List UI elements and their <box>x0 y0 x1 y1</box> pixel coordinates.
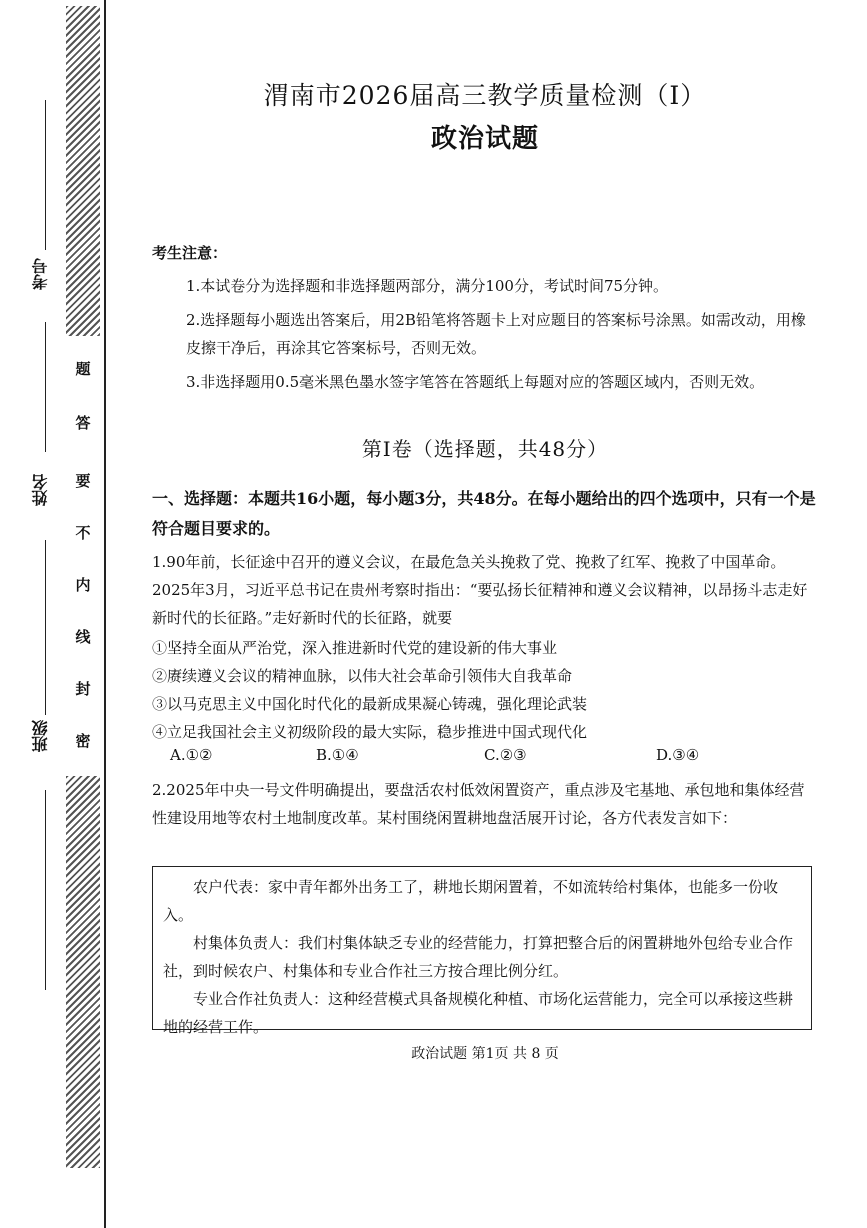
exam-subtitle: 政治试题 <box>430 124 539 154</box>
q2-farmer-statement: 农户代表：家中青年都外出务工了，耕地长期闲置着，不如流转给村集体，也能多一份收入。 <box>163 878 779 924</box>
q1-statement: ④立足我国社会主义初级阶段的最大实际，稳步推进中国式现代化 <box>152 723 588 741</box>
name-label: 姓名 <box>31 474 50 506</box>
q1-option-c: C.②③ <box>484 746 527 764</box>
seal-char: 答 <box>75 414 91 432</box>
seal-char: 不 <box>75 524 91 542</box>
seal-char: 题 <box>75 360 91 378</box>
section-heading: 第Ⅰ卷（选择题，共48分） <box>361 437 609 461</box>
name-line <box>45 540 46 715</box>
seal-char: 封 <box>75 680 91 698</box>
q1-statement: ②赓续遵义会议的精神血脉，以伟大社会革命引领伟大自我革命 <box>152 667 573 685</box>
notice-heading: 考生注意： <box>152 244 228 262</box>
notice-item: 1.本试卷分为选择题和非选择题两部分，满分100分，考试时间75分钟。 <box>186 277 669 295</box>
exam-number-line-lower <box>45 322 46 452</box>
q2-collective-statement: 村集体负责人：我们村集体缺乏专业的经营能力，打算把整合后的闲置耕地外包给专业合作社，到时候农户、村集体和专业合作社三方按合理比例分红。 <box>163 934 794 980</box>
q1-option-a: A.①② <box>170 746 213 764</box>
q1-option-d: D.③④ <box>656 746 700 764</box>
seal-char: 要 <box>75 472 91 490</box>
seal-char: 密 <box>75 732 91 750</box>
exam-number-line <box>45 100 46 250</box>
q2-cooperative-statement: 专业合作社负责人：这种经营模式具备规模化种植、市场化运营能力，完全可以承接这些耕地的经营工作。 <box>163 990 794 1036</box>
q2-stem: 2.2025年中央一号文件明确提出，要盘活农村低效闲置资产，重点涉及宅基地、承包地和集体经营性建设用地等农村土地制度改革。某村围绕闲置耕地盘活展开讨论，各方代表发言如下： <box>152 781 805 827</box>
class-line <box>45 790 46 990</box>
page-footer: 政治试题 第1页 共 8 页 <box>411 1046 559 1062</box>
class-label: 班级 <box>31 720 50 752</box>
section-instruction: 一、选择题：本题共16小题，每小题3分，共48分。在每小题给出的四个选项中，只有一个是符合题目要求的。 <box>152 489 816 538</box>
notice-item: 2.选择题每小题选出答案后，用2B铅笔将答题卡上对应题目的答案标号涂黑。如需改动，用橡皮擦干净后，再涂其它答案标号，否则无效。 <box>186 311 806 357</box>
hatch-band-top <box>66 6 100 336</box>
q1-stem: 1.90年前，长征途中召开的遵义会议，在最危急关头挽救了党、挽救了红军、挽救了中国革命。2025年3月，习近平总书记在贵州考察时指出：“要弘扬长征精神和遵义会议精神，以昂扬斗志走好新时代的长征路。”走好新时代的长征路，就要 <box>152 553 808 627</box>
q1-statement: ①坚持全面从严治党，深入推进新时代党的建设新的伟大事业 <box>152 639 558 657</box>
exam-number-label: 考号 <box>31 258 50 290</box>
q2-discussion-box <box>152 866 812 1036</box>
q1-option-b: B.①④ <box>316 746 359 764</box>
hatch-band-bottom <box>66 776 100 1168</box>
exam-title: 渭南市2026届高三教学质量检测（Ⅰ） <box>263 81 707 110</box>
notice-item: 3.非选择题用0.5毫米黑色墨水签字笔答在答题纸上每题对应的答题区域内，否则无效。 <box>186 373 765 391</box>
binding-line <box>104 0 106 1228</box>
seal-char: 线 <box>75 628 91 646</box>
seal-char: 内 <box>75 576 91 594</box>
q1-statement: ③以马克思主义中国化时代化的最新成果凝心铸魂，强化理论武装 <box>152 695 588 713</box>
